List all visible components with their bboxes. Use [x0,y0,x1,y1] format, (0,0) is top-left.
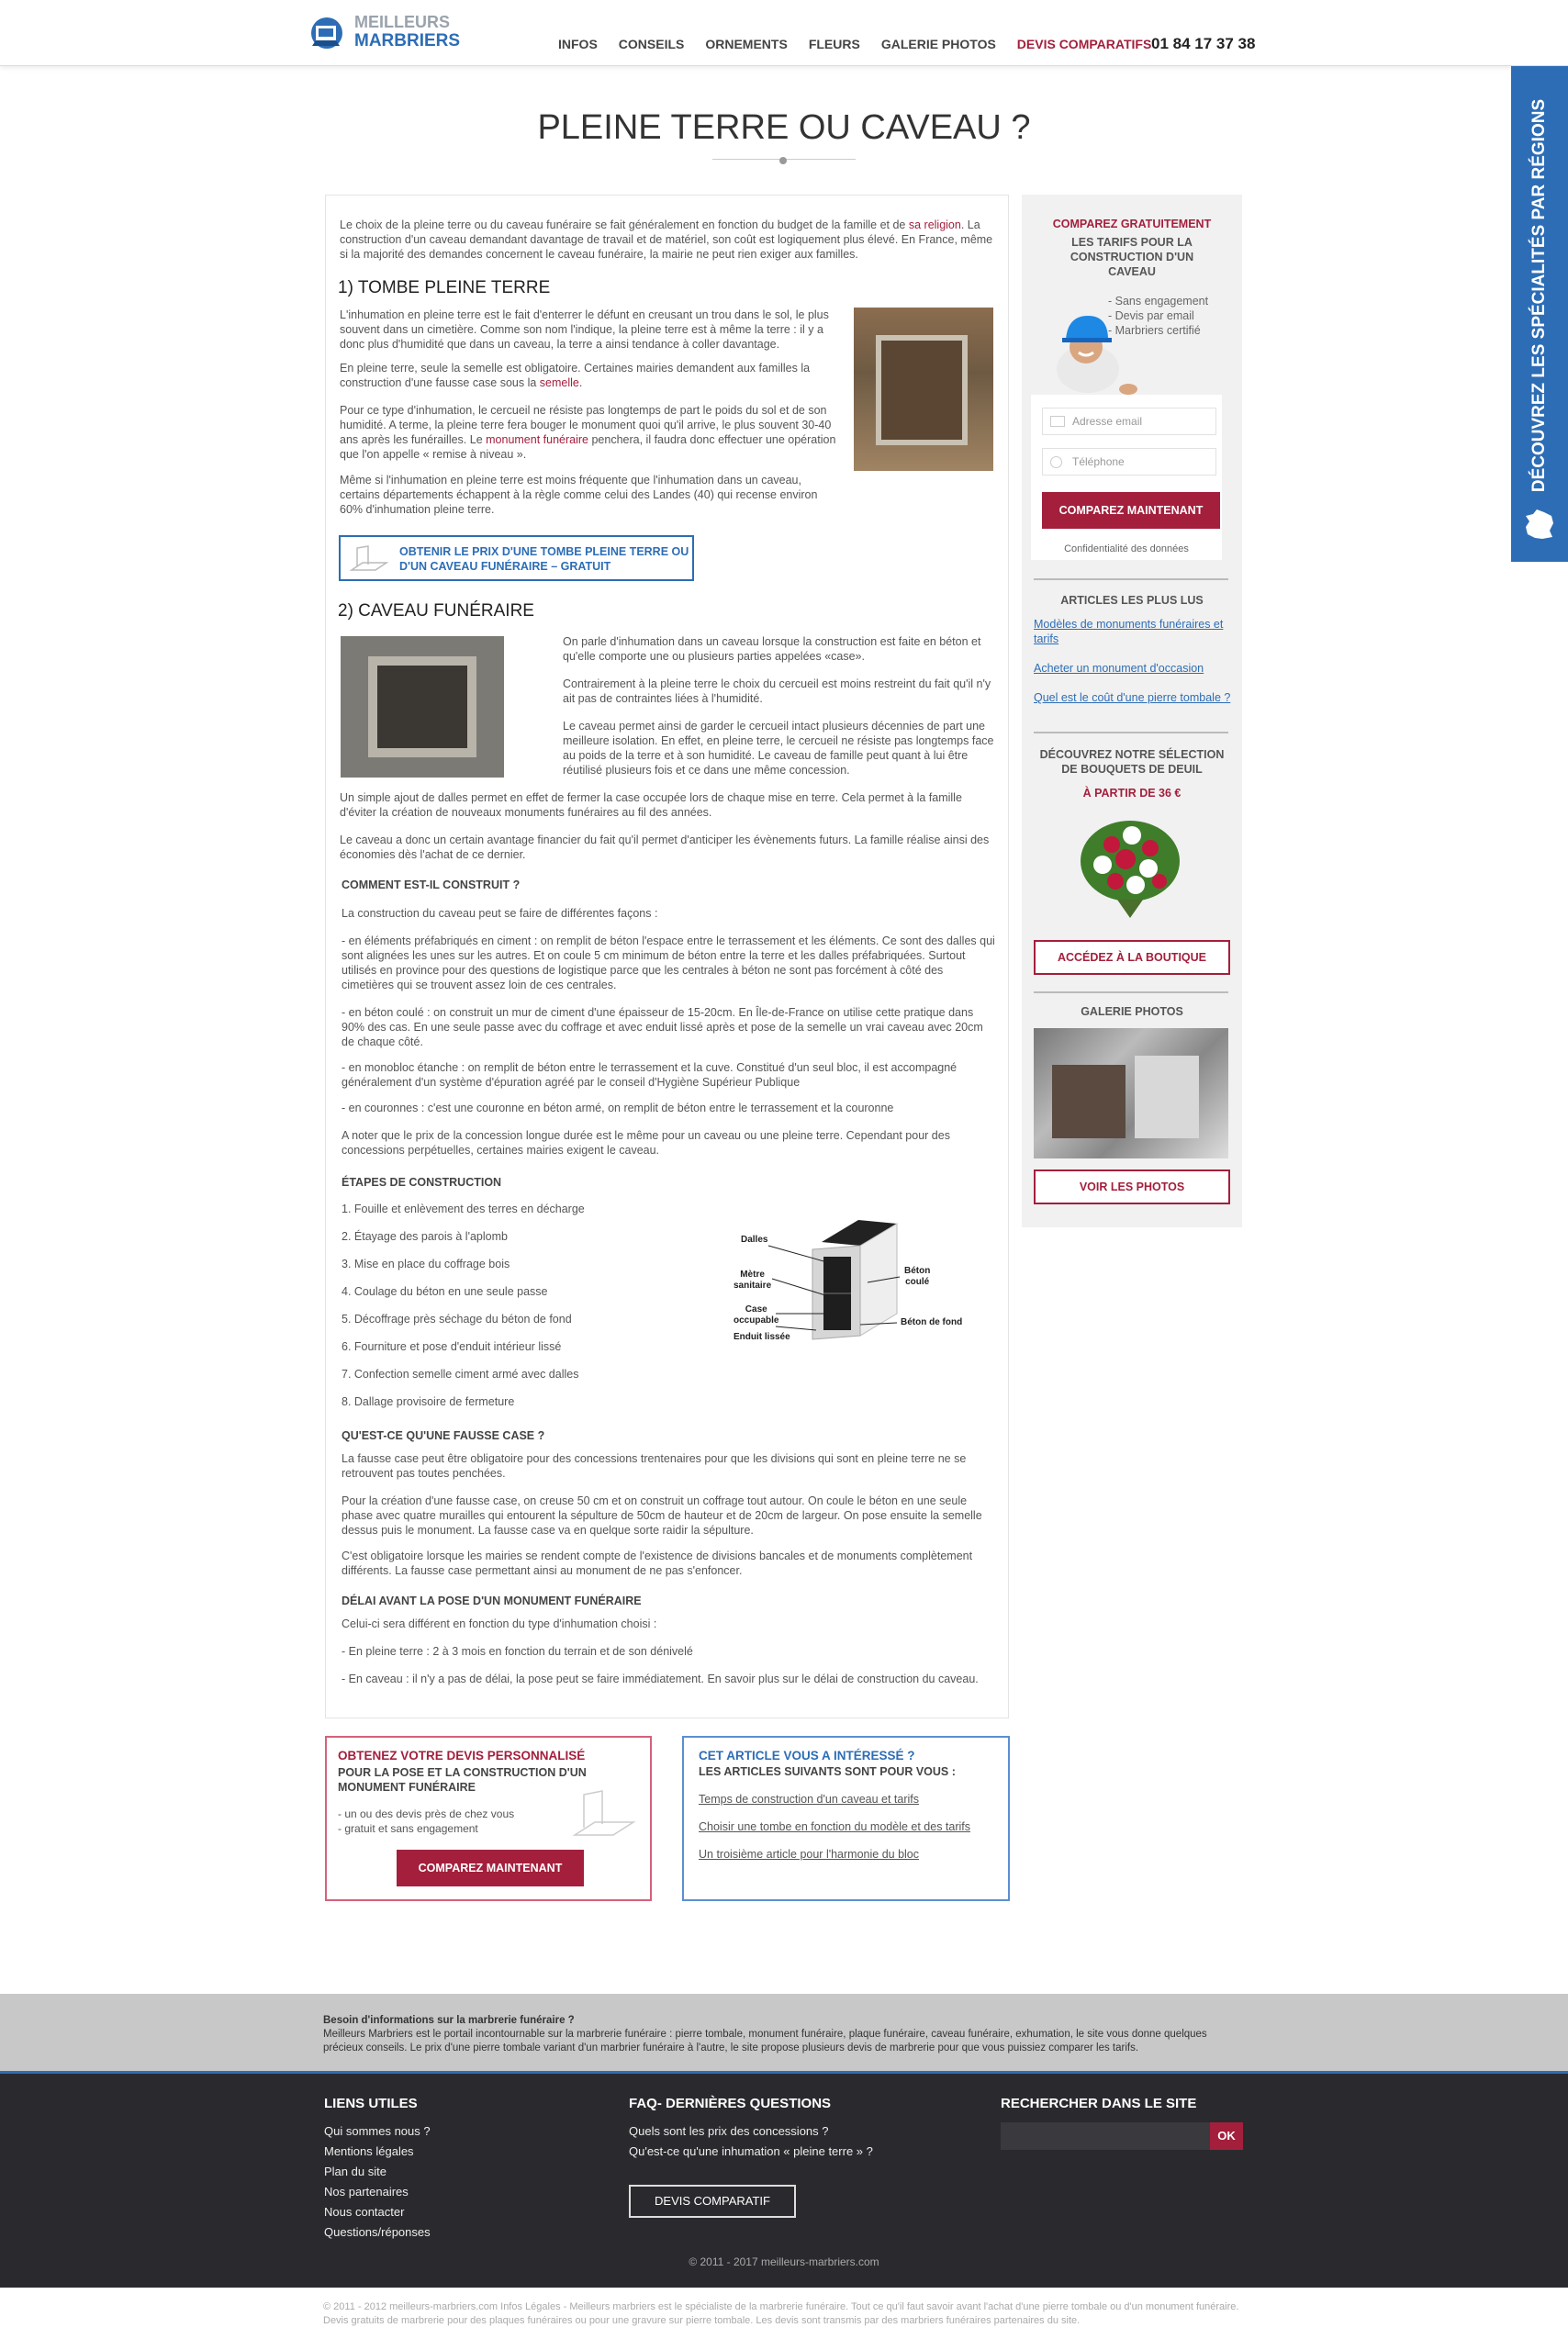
shop-button[interactable]: ACCÉDEZ À LA BOUTIQUE [1034,940,1230,975]
page-title: PLEINE TERRE OU CAVEAU ? [537,108,1031,147]
get-price-button[interactable] [339,535,694,581]
footer-links [324,2121,431,2243]
s1-paragraph-1: L'inhumation en pleine terre est le fait d'enterrer le défunt en creusant un trou dans le sol, le plus souvent dans un cimetière. Comme son nom l'indique, la pleine terre est à même la terre : il y a donc plus d'humidité que dans un caveau, la terre a ainsi tendance à coller davantage. [340,308,829,351]
delai-caveau: - En caveau : il n'y a pas de délai, la pose peut se faire immédiatement. En savoir plus sur le délai de construction du caveau. [342,1673,979,1685]
step-5: 5. Décoffrage près séchage du béton de fond [342,1313,572,1326]
devis-box-line2: - gratuit et sans engagement [338,1822,478,1835]
s2-paragraph-1: On parle d'inhumation dans un caveau lorsque la construction est faite en béton et qu'elle comporte une ou plusieurs parties appelées «case». [563,635,981,663]
related-title: CET ARTICLE VOUS A INTÉRESSÉ ? [699,1749,915,1762]
footer-search-input[interactable] [1001,2122,1210,2150]
popular-link-2[interactable]: Acheter un monument d'occasion [1034,662,1204,675]
site-logo[interactable] [308,13,460,51]
s1-paragraph-3: Pour ce type d'inhumation, le cercueil ne résiste pas longtemps de part le poids du sol et de son humidité. A terme, la pleine terre fera bouger le monument quoi qu'il arrive, le plus souvent 30-40 ans après les funérailles. Le monument funéraire penchera, il faudra donc effectuer une opération que l'on appelle « remise à niveau ». [340,404,836,461]
s2-paragraph-4: Un simple ajout de dalles permet en effet de fermer la case occupée lors de chaque mise en terre. Cela permet à la famille d'éviter la création de nouveaux monuments funéraires au fil des années. [340,791,962,819]
s2-paragraph-3: Le caveau permet ainsi de garder le cercueil intact plusieurs décennies de part une meilleure isolation. En effet, en pleine terre, le cercueil ne résiste pas longtemps face au poids de la terre et à son humidité. Le caveau de famille peut quant à lui être réutilisé plusieurs fois et ce dans une même concession. [563,720,994,777]
devis-box [325,1736,652,1901]
s2-paragraph-2: Contrairement à la pleine terre le choix du cercueil est moins restreint du fait qu'il n'y ait pas de contraintes liées à l'humidité. [563,677,991,705]
sidebar-compare-button[interactable]: COMPAREZ MAINTENANT [1042,492,1220,529]
footer-links-title: LIENS UTILES [324,2096,418,2111]
nav-galerie-photos[interactable]: GALERIE PHOTOS [880,37,996,51]
diagram-label-case: Case occupable [734,1304,779,1326]
tomb-outline-icon [571,1787,637,1842]
step-7: 7. Confection semelle ciment armé avec dalles [342,1368,579,1381]
construction-heading: COMMENT EST-IL CONSTRUIT ? [342,878,521,891]
footer-devis-button[interactable]: DEVIS COMPARATIF [629,2185,796,2218]
site-header [0,0,1568,66]
footer-faq-links [629,2121,873,2162]
intro-paragraph: Le choix de la pleine terre ou du caveau funéraire se fait généralement en fonction du budget de la famille et de sa religion. La construction d'un caveau demandant davantage de travail et de matériel, son coût est logiquement plus élevé. En France, même si la majorité des demandes concernent le caveau funéraire, la mairie ne peut rien exiger aux familles. [340,218,993,261]
semelle-link[interactable]: semelle [539,376,579,389]
sidebar-compare-subtitle: LES TARIFS POUR LA CONSTRUCTION D'UN CAVEAU [1070,236,1194,278]
s1-paragraph-4: Même si l'inhumation en pleine terre est moins fréquente que l'inhumation dans un caveau, certains départements échappent à la règle comme celui des Landes (40) qui recense environ 60% d'inhumation pleine terre. [340,474,818,516]
footer-link[interactable]: Nos partenaires [324,2185,409,2199]
religion-link[interactable]: sa religion [908,218,961,231]
related-link-2[interactable]: Choisir une tombe en fonction du modèle et des tarifs [699,1820,971,1833]
quote-form [1031,395,1222,560]
construction-note: A noter que le prix de la concession longue durée est le même pour un caveau ou une pleine terre. Cependant pour des concessions perpétuelles, certaines mairies exigent le caveau. [342,1129,950,1157]
footer-link[interactable]: Qui sommes nous ? [324,2124,431,2138]
gallery-photo[interactable] [1034,1028,1228,1158]
regions-side-tab-label: DÉCOUVREZ LES SPÉCIALITÉS PAR RÉGIONS [1529,98,1549,493]
related-link-1[interactable]: Temps de construction d'un caveau et tarifs [699,1793,920,1806]
delai-pleine-terre: - En pleine terre : 2 à 3 mois en fonction du terrain et de son dénivelé [342,1645,693,1658]
view-photos-button[interactable]: VOIR LES PHOTOS [1034,1169,1230,1204]
diagram-label-enduit: Enduit lissée [734,1332,790,1342]
footer-faq-link[interactable]: Qu'est-ce qu'une inhumation « pleine terre » ? [629,2144,873,2158]
delai-intro: Celui-ci sera différent en fonction du type d'inhumation choisi : [342,1617,657,1630]
fausse-case-heading: QU'EST-CE QU'UNE FAUSSE CASE ? [342,1429,545,1442]
logo-line1: MEILLEURS [354,13,451,31]
construction-monobloc: - en monobloc étanche : on remplit de béton entre le terrassement et la cuve. Constitué d'un seul bloc, il est accompagné généralement d'un système d'épuration agréé par le conseil d'Hygiène Supérieur Publique [342,1061,958,1089]
step-8: 8. Dallage provisoire de fermeture [342,1395,515,1408]
nav-devis-comparatifs[interactable]: DEVIS COMPARATIFS [1016,37,1152,51]
sidebar-divider [1034,991,1228,993]
title-divider-dot [779,157,787,164]
devis-box-line1: - un ou des devis près de chez vous [338,1807,515,1820]
footer-link[interactable]: Mentions légales [324,2144,414,2158]
footer-search-title: RECHERCHER DANS LE SITE [1001,2096,1197,2111]
envelope-icon [1050,416,1065,427]
footer-link[interactable]: Nous contacter [324,2205,405,2219]
logo-icon [308,13,347,51]
popular-link-3[interactable]: Quel est le coût d'une pierre tombale ? [1034,691,1231,704]
footer-link[interactable]: Plan du site [324,2165,386,2178]
nav-fleurs[interactable]: FLEURS [808,37,860,51]
legal-notice: © 2011 - 2012 meilleurs-marbriers.com Infos Légales - Meilleurs marbriers est le spécialiste de la marbrerie funéraire. Tout ce qu'il faut savoir avant l'achat d'une pierre tombale ou d'un monument funéraire. Devis gratuits de marbrerie pour des plaques funéraires ou pour une gravure sur pierre tombale. Les devis sont transmis par des marbriers funéraires partenaires du site. [323,2301,1239,2326]
france-map-icon [1522,507,1557,542]
bouquet-title: DÉCOUVREZ NOTRE SÉLECTION DE BOUQUETS DE DEUIL [1039,748,1225,776]
diagram-label-dalles: Dalles [741,1235,768,1245]
step-2: 2. Étayage des parois à l'aplomb [342,1230,508,1243]
bouquet-image[interactable] [1075,808,1185,920]
construction-couronnes: - en couronnes : c'est une couronne en béton armé, on remplit de béton entre le terrassement et la couronne [342,1102,894,1114]
diagram-label-beton: Béton coulé [904,1266,931,1287]
footer-search-button[interactable]: OK [1210,2122,1243,2150]
pleine-terre-photo [854,308,993,471]
step-3: 3. Mise en place du coffrage bois [342,1258,510,1270]
devis-box-subtitle: POUR LA POSE ET LA CONSTRUCTION D'UN MONUMENT FUNÉRAIRE [338,1766,587,1794]
nav-infos[interactable]: INFOS [558,37,598,51]
related-subtitle: LES ARTICLES SUIVANTS SONT POUR VOUS : [699,1765,956,1778]
email-input[interactable]: Adresse email [1042,408,1216,435]
steps-heading: ÉTAPES DE CONSTRUCTION [342,1176,502,1189]
get-price-label: OBTENIR LE PRIX D'UNE TOMBE PLEINE TERRE OU D'UN CAVEAU FUNÉRAIRE – GRATUIT [399,545,689,573]
fausse-case-p2: Pour la création d'une fausse case, on creuse 50 cm et on construit un coffrage tout autour. On coule le béton en une seule phase avec quatre murailles qui entourent la sépulture de 50cm de hauteur et de 20cm de largeur. On pose ensuite la semelle dessus puis le monument. La fausse case va en quelque sorte raidir la sépulture. [342,1494,982,1537]
article [325,195,1009,1718]
sidebar [1022,195,1242,1227]
popular-title: ARTICLES LES PLUS LUS [1060,594,1204,607]
logo-line2: MARBRIERS [354,31,461,50]
construction-beton: - en béton coulé : on construit un mur de ciment d'une épaisseur de 15-20cm. En Île-de-France on utilise cette pratique dans 90% des cas. En une seule passe avec du coffrage et avec enduit lissé après et pose de la semelle un vrai caveau avec 20cm de chaque côté. [342,1006,983,1048]
devis-box-title: OBTENEZ VOTRE DEVIS PERSONNALISÉ [338,1749,586,1762]
sidebar-divider [1034,578,1228,580]
phone-input[interactable]: Téléphone [1042,448,1216,476]
step-1: 1. Fouille et enlèvement des terres en décharge [342,1203,585,1215]
caveau-photo [341,636,504,778]
popular-link-1[interactable]: Modèles de monuments funéraires et tarifs [1034,618,1224,645]
footer-faq-title: FAQ- DERNIÈRES QUESTIONS [629,2096,832,2111]
related-articles-box [682,1736,1010,1901]
sidebar-benefits: - Sans engagement - Devis par email - Marbriers certifié [1108,295,1209,337]
info-band [0,1994,1568,2071]
nav-conseils[interactable]: CONSEILS [618,37,685,51]
devis-compare-button[interactable]: COMPAREZ MAINTENANT [397,1850,584,1886]
footer-link[interactable]: Questions/réponses [324,2225,431,2239]
nav-ornements[interactable]: ORNEMENTS [705,37,788,51]
footer-copyright: © 2011 - 2017 meilleurs-marbriers.com [689,2255,879,2268]
s1-paragraph-2: En pleine terre, seule la semelle est obligatoire. Certaines mairies demandent aux familles la construction d'une fausse case sous la semelle. [340,362,811,389]
s2-paragraph-5: Le caveau a donc un certain avantage financier du fait qu'il permet d'anticiper les évènements futurs. La famille réalise ainsi des économies dès l'achat de ce dernier. [340,834,990,861]
section1-title: 1) TOMBE PLEINE TERRE [338,278,551,297]
fausse-case-p3: C'est obligatoire lorsque les mairies se rendent compte de l'existence de divisions bancales et de monuments complètement différents. La fausse case permettant ainsi au monument de ne pas s'enfoncer. [342,1550,973,1577]
step-4: 4. Coulage du béton en une seule passe [342,1285,548,1298]
info-band-text: Besoin d'informations sur la marbrerie funéraire ? Meilleurs Marbriers est le portail incontournable sur la marbrerie funéraire : pierre tombale, monument funéraire, plaque funéraire, caveau funéraire, exhumation, le site vous donne quelques précieux conseils. Le prix d'une pierre tombale variant d'un marbrier funéraire à l'autre, le site propose plusieurs devis de marbrerie pour que vous puissiez comparer les tarifs. [323,2015,1207,2053]
related-link-3[interactable]: Un troisième article pour l'harmonie du bloc [699,1848,919,1861]
construction-prefab: - en éléments préfabriqués en ciment : on remplit de béton l'espace entre le terrassement et les éléments. Ce sont des dalles qui sont alignées les unes sur les autres. Et on coule 5 cm minimum de béton entre la terre et les dalles préfabriquées. Surtout utilisés en province pour des questions de logistique parce que les centrales à béton ne sont pas forcément à côté des cimetières qui se trouvent assez loin de ces centrales. [342,934,995,991]
monument-link[interactable]: monument funéraire [486,433,588,446]
section2-title: 2) CAVEAU FUNÉRAIRE [338,601,534,621]
diagram-label-metre: Mètre sanitaire [734,1270,772,1291]
bouquet-price: À PARTIR DE 36 € [1082,787,1182,800]
privacy-link[interactable]: Confidentialité des données [1064,543,1189,554]
footer-faq-link[interactable]: Quels sont les prix des concessions ? [629,2124,829,2138]
construction-intro: La construction du caveau peut se faire de différentes façons : [342,907,658,920]
sidebar-divider [1034,732,1228,733]
fausse-case-p1: La fausse case peut être obligatoire pour des concessions trentenaires pour que les divisions qui sont en pleine terre ne se retrouvent pas toutes penchées. [342,1452,967,1480]
delai-heading: DÉLAI AVANT LA POSE D'UN MONUMENT FUNÉRAIRE [342,1595,642,1607]
gallery-title: GALERIE PHOTOS [1081,1005,1183,1018]
tomb-outline-icon [348,544,390,574]
diagram-label-beton-fond: Béton de fond [901,1317,963,1327]
main-nav [558,37,1151,51]
caveau-diagram [721,1205,969,1352]
header-phone[interactable]: 01 84 17 37 38 [1151,35,1256,52]
step-6: 6. Fourniture et pose d'enduit intérieur lissé [342,1340,562,1353]
sidebar-compare-title: COMPAREZ GRATUITEMENT [1052,218,1212,230]
footer [0,2074,1568,2288]
phone-icon [1050,456,1062,468]
